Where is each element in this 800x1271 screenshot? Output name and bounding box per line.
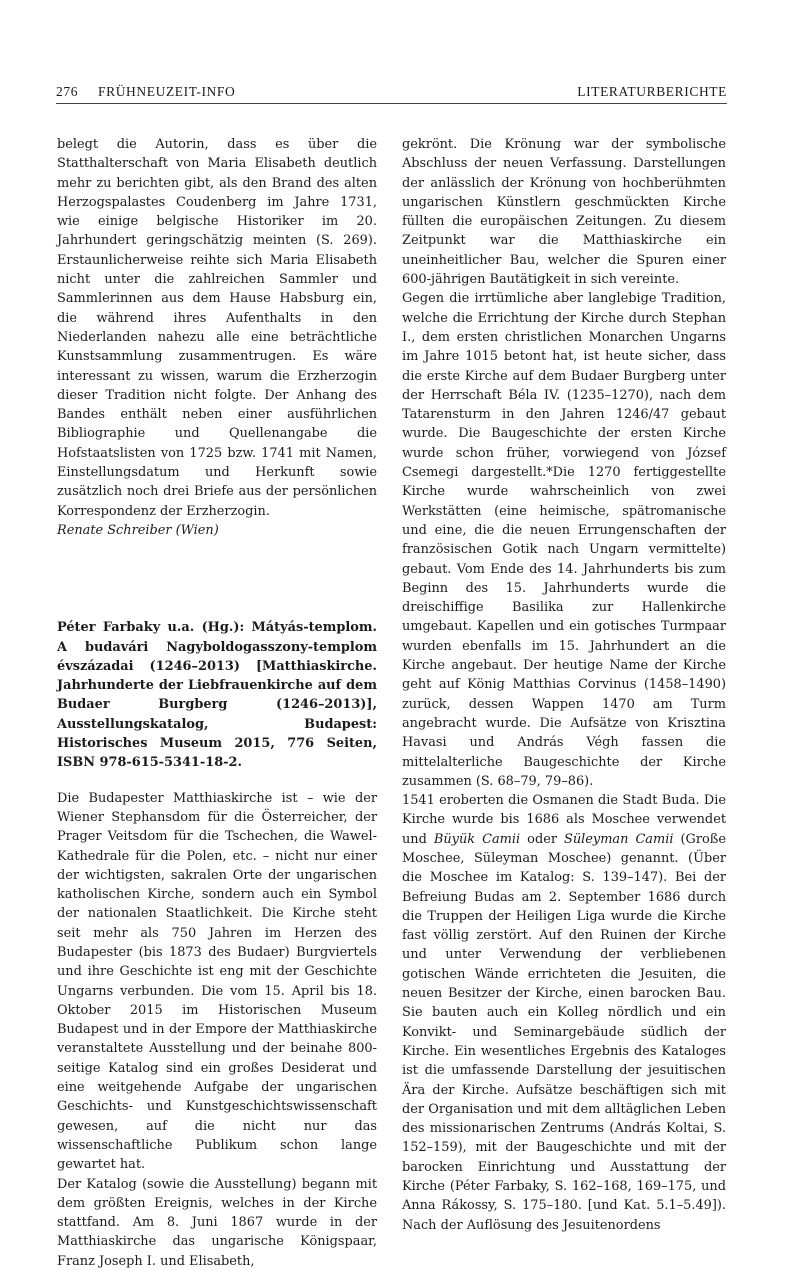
body-paragraph-building-history: Gegen die irrtümliche aber langlebige Tradition, welche die Errichtung der Kirche durch Stephan I., dem ersten christlichen Monarchen Ungarns im Jahre 1015 betont hat, ist heute sicher, dass die erste Kirche auf dem Budaer Burgberg unter der Herrschaft Béla IV. (1235–1270), nach dem Tatarensturm in den Jahren 1246/47 gebaut wurde. Die Baugeschichte der ersten Kirche wurde schon früher, vorwiegend von József Csemegi dargestellt.*Die 1270 fertiggestellte Kirche wurde wahrscheinlich von zwei Werkstätten (eine heimische, spätromanische und eine, die die neuen Errungenschaften der französischen Gotik nach Ungarn vermittelte) gebaut. Vom Ende des 14. Jahrhunderts bis zum Beginn des 15. Jahrhunderts wurde die dreischiffige Basilika zur Hallenkirche umgebaut. Kapellen und ein gotisches Turmpaar wurden ebenfalls im 15. Jahrhundert an die Kirche angebaut. Der heutige Name der Kirche geht auf König Matthias Corvinus (1458–1490) zurück, dessen Wappen 1470 am Turm angebracht wurde. Die Aufsätze von Krisztina Havasi und András Végh fassen die mittelalterliche Baugeschichte der Kirche zusammen (S. 68–79, 79–86). bbox=[402, 291, 726, 789]
right-column bbox=[402, 135, 726, 1235]
italic-term-suleyman-camii: Süleyman Camii bbox=[564, 831, 674, 847]
running-header bbox=[56, 80, 727, 102]
header-rule bbox=[56, 103, 727, 104]
page-number: 276 bbox=[56, 84, 79, 99]
body-paragraph-ottoman-jesuit bbox=[402, 791, 726, 1235]
body-paragraph-coronation: Der Katalog (sowie die Ausstellung) begann mit dem größten Ereignis, welches in der Kirche stattfand. Am 8. Juni 1867 wurde in der Matthiaskirche das ungarische Königspaar, Franz Joseph I. und Elisabeth, bbox=[57, 1176, 377, 1269]
reviewer-signature: Renate Schreiber (Wien) bbox=[57, 522, 219, 538]
review-end-paragraph: belegt die Autorin, dass es über die Statthalterschaft von Maria Elisabeth deutlich mehr zu berichten gibt, als den Brand des alten Herzogspalastes Coudenberg im Jahre 1731, wie einige belgische Historiker im 20. Jahrhundert geringschätzig meinten (S. 269). Erstaunlicherweise reihte sich Maria Elisabeth nicht unter die zahlreichen Sammler und Sammlerinnen aus dem Hause Habsburg ein, die während ihres Aufenthalts in den Niederlanden nahezu alle eine beträchtliche Kunstsammlung zusammentrugen. Es wäre interessant zu wissen, warum die Erzherzogin dieser Tradition nicht folgte. Der Anhang des Bandes enthält neben einer ausführlichen Bibliographie und Quellenangabe die Hofstaatslisten von 1725 bzw. 1741 mit Namen, Einstellungsdatum und Herkunft sowie zusätzlich noch drei Briefe aus der persönlichen Korrespondenz der Erzherzogin. bbox=[57, 137, 377, 519]
header-left-title: FRÜHNEUZEIT-INFO bbox=[98, 84, 236, 99]
body-paragraph-intro: Die Budapester Matthiaskirche ist – wie der Wiener Stephansdom für die Österreicher, der Prager Veitsdom für die Tschechen, die Wawel-Kathedrale für die Polen, etc. – nicht nur einer der wichtigsten, sakralen Orte der ungarischen katholischen Kirche, sondern auch ein Symbol der nationalen Staatlichkeit. Die Kirche steht seit mehr als 750 Jahren im Herzen des Budapester (bis 1873 des Budaer) Burgviertels und ihre Geschichte ist eng mit der Geschichte Ungarns verbunden. Die vom 15. April bis 18. Oktober 2015 im Historischen Museum Budapest und in der Empore der Matthiaskirche veranstaltete Ausstellung und der beinahe 800-seitige Katalog sind ein großes Desiderat und eine weitgehende Aufgabe der ungarischen Geschichts- und Kunstgeschichtswissenschaft gewesen, auf die nicht nur das wissenschaftliche Publikum schon lange gewartet hat. bbox=[57, 790, 377, 1173]
header-right-title: LITERATURBERICHTE bbox=[577, 84, 727, 99]
italic-term-buyuk-camii: Büyük Camii bbox=[433, 831, 521, 847]
text-run: 1541 eroberten die Osmanen die Stadt Buda. Die Kirche wurde bis 1686 als Moschee verwendet und bbox=[402, 793, 726, 847]
text-run: (Große Moschee, Süleyman Moschee) genannt. (Über die Moschee im Katalog: S. 139–147). Bei der Befreiung Budas am 2. September 1686 durch die Truppen der Heiligen Liga wurde die Kirche fast völlig zerstört. Auf den Ruinen der Kirche und unter Verwendung der verbliebenen gotischen Wände errichteten die Jesuiten, die neuen Besitzer der Kirche, einen barocken Bau. Sie bauten auch ein Kolleg nördlich und ein Konvikt- und Seminargebäude südlich der Kirche. Ein wesentliches Ergebnis des Kataloges ist die umfassende Darstellung der jesuitischen Ära der Kirche. Aufsätze beschäftigen sich mit der Organisation und mit dem alltäglichen Leben des missionarischen Zentrums (András Koltai, S. 152–159), mit der Baugeschichte und mit der barocken Einrichtung und Ausstattung der Kirche (Péter Farbaky, S. 162–168, 169–175, und Anna Rákossy, S. 175–180. [und Kat. 5.1–5.49]). Nach der Auflösung des Jesuitenordens bbox=[402, 831, 726, 1233]
left-column bbox=[57, 135, 377, 1271]
text-run: oder bbox=[520, 831, 565, 847]
bibliographic-entry: Péter Farbaky u.a. (Hg.): Mátyás-templom. A budavári Nagyboldogasszony-templom évszázadai (1246–2013) [Matthiaskirche. Jahrhunderte der Liebfrauenkirche auf dem Budaer Burgberg (1246–2013)], Ausstellungskatalog, Budapest: Historisches Museum 2015, 776 Seiten, ISBN 978-615-5341-18-2. bbox=[57, 620, 377, 771]
body-paragraph-coronation-cont: gekrönt. Die Krönung war der symbolische Abschluss der neuen Verfassung. Darstellungen der anlässlich der Krönung von hochberühmten ungarischen Künstlern geschmückten Kirche füllten die europäischen Zeitungen. Zu diesem Zeitpunkt war die Matthiaskirche ein uneinheitlicher Bau, welcher die Spuren einer 600-jährigen Bautätigkeit in sich vereinte. bbox=[402, 137, 726, 288]
